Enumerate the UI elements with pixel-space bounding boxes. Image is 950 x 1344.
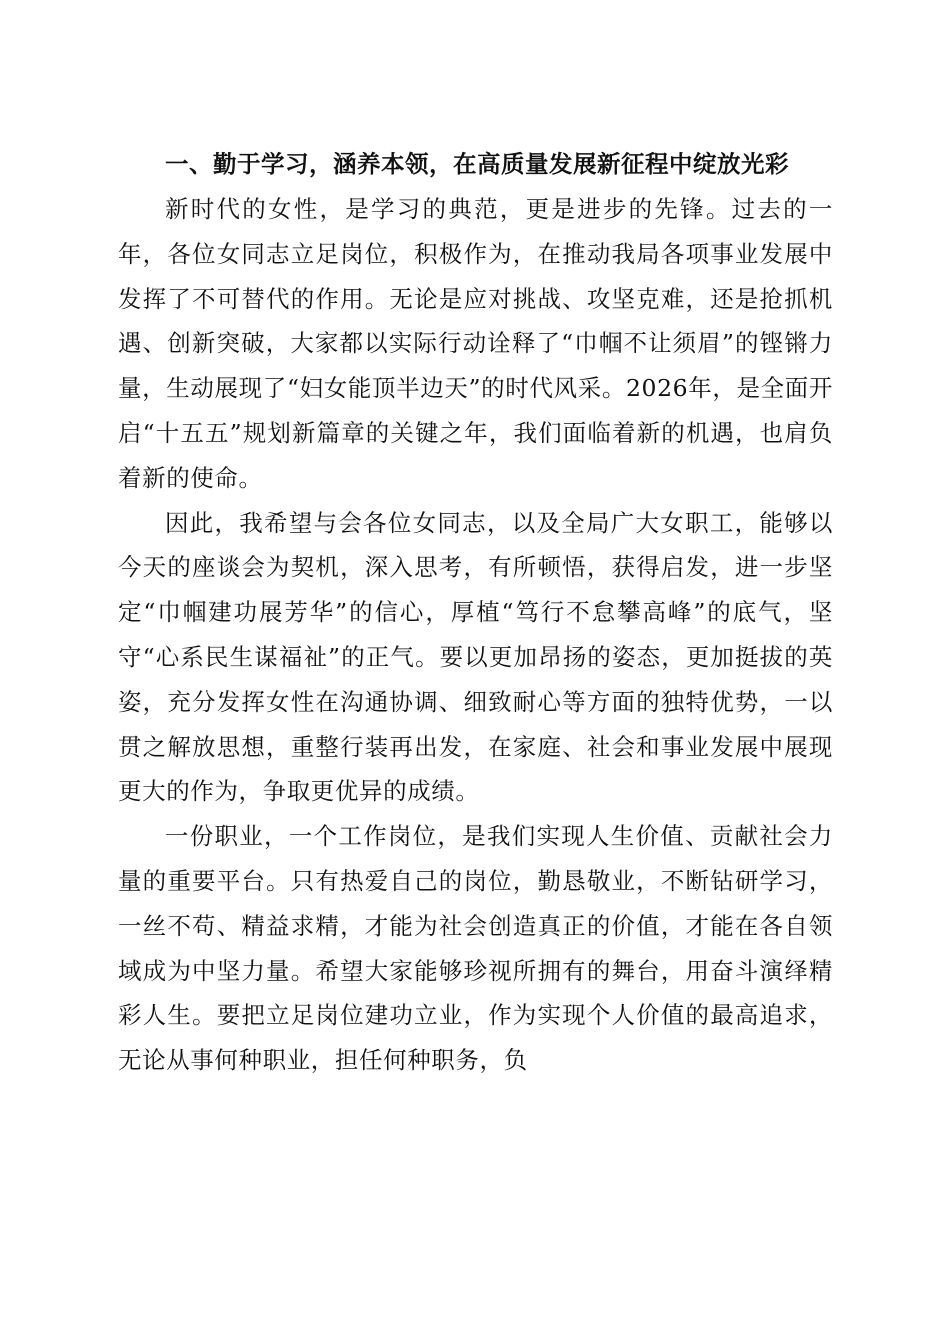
document-body bbox=[118, 142, 833, 1083]
paragraph-2: 因此，我希望与会各位女同志，以及全局广大女职工，能够以今天的座谈会为契机，深入思考，有所顿悟，获得启发，进一步坚定“巾帼建功展芳华”的信心，厚植“笃行不怠攀高峰”的底气，坚守“心系民生谋福祉”的正气。要以更加昂扬的姿态，更加挺拔的英姿，充分发挥女性在沟通协调、细致耐心等方面的独特优势，一以贯之解放思想，重整行装再出发，在家庭、社会和事业发展中展现更大的作为，争取更优异的成绩。 bbox=[118, 508, 833, 806]
section-heading: 一、勤于学习，涵养本领，在高质量发展新征程中绽放光彩 bbox=[165, 150, 789, 178]
paragraph-3: 一份职业，一个工作岗位，是我们实现人生价值、贡献社会力量的重要平台。只有热爱自己的岗位，勤恳敬业，不断钻研学习，一丝不苟、精益求精，才能为社会创造真正的价值，才能在各自领域成为中坚力量。希望大家能够珍视所拥有的舞台，用奋斗演绎精彩人生。要把立足岗位建功立业，作为实现个人价值的最高追求，无论从事何种职业，担任何种职务，负 bbox=[118, 822, 833, 1075]
paragraph-1: 新时代的女性，是学习的典范，更是进步的先锋。过去的一年，各位女同志立足岗位，积极作为，在推动我局各项事业发展中发挥了不可替代的作用。无论是应对挑战、攻坚克难，还是抢抓机遇、创新突破，大家都以实际行动诠释了“巾帼不让须眉”的铿锵力量，生动展现了“妇女能顶半边天”的时代风采。2026年，是全面开启“十五五”规划新篇章的关键之年，我们面临着新的机遇，也肩负着新的使命。 bbox=[118, 195, 833, 492]
